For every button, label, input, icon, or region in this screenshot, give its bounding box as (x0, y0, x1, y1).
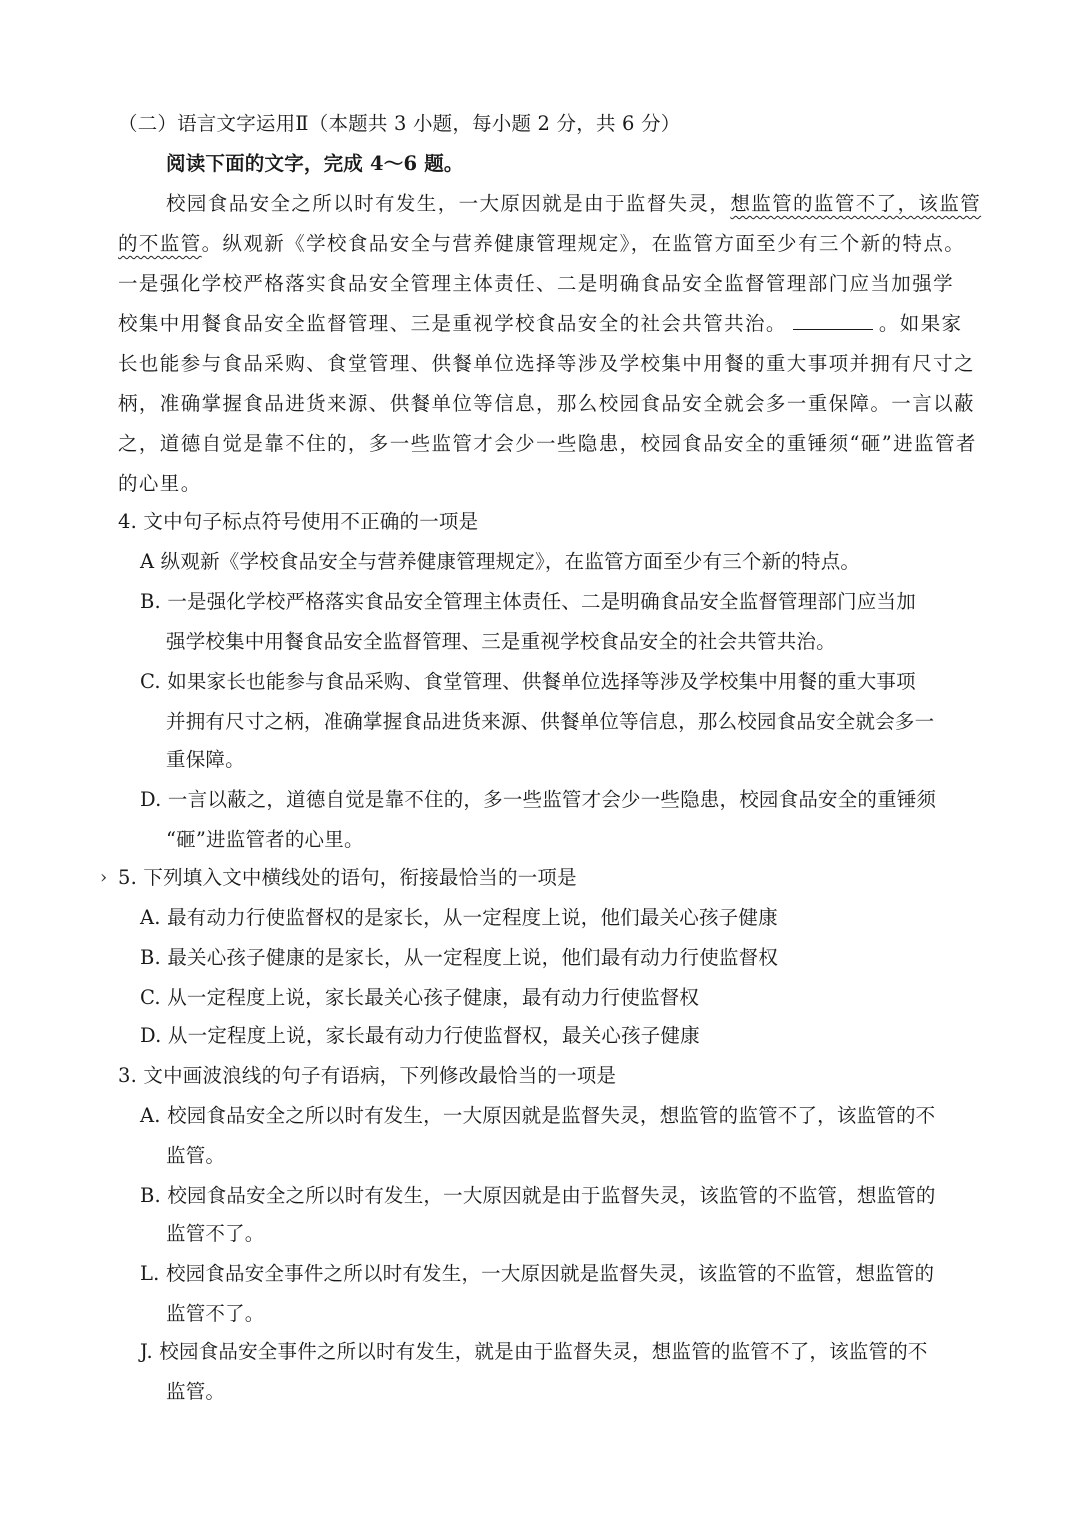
question-6-option-a: A. 校园食品安全之所以时有发生，一大原因就是监督失灵，想监管的监管不了，该监管的不 (140, 1104, 936, 1127)
question-4-option-d-cont: “砸”进监管者的心里。 (166, 828, 364, 851)
question-5-option-b: B. 最关心孩子健康的是家长，从一定程度上说，他们最有动力行使监督权 (140, 946, 779, 969)
question-4-option-b: B. 一是强化学校严格落实食品安全管理主体责任、二是明确食品安全监督管理部门应当加 (140, 590, 916, 613)
question-4-option-c: C. 如果家长也能参与食品采购、食堂管理、供餐单位选择等涉及学校集中用餐的重大事项 (140, 670, 916, 693)
question-6-option-b-cont: 监管不了。 (166, 1222, 265, 1245)
question-4-option-c-cont-2: 重保障。 (166, 748, 245, 771)
question-6-option-b: B. 校园食品安全之所以时有发生，一大原因就是由于监督失灵，该监管的不监管，想监管的 (140, 1184, 936, 1207)
margin-pen-mark: › (100, 867, 108, 888)
question-5-option-a: A. 最有动力行使监督权的是家长，从一定程度上说，他们最关心孩子健康 (140, 906, 778, 929)
passage-text: 。如果家 (878, 312, 963, 335)
wavy-underlined-sentence-end: 的不监管 (118, 232, 202, 255)
question-4-option-a: A 纵观新《学校食品安全与营养健康管理规定》，在监管方面至少有三个新的特点。 (140, 550, 861, 573)
passage-line-3: 一是强化学校严格落实食品安全管理主体责任、二是明确食品安全监督管理部门应当加强学 (118, 272, 955, 295)
question-4-option-d: D. 一言以蔽之，道德自觉是靠不住的，多一些监管才会少一些隐患，校园食品安全的重锤须 (140, 788, 937, 811)
question-6-option-c-cont: 监管不了。 (166, 1302, 265, 1325)
passage-text: 校集中用餐食品安全监督管理、三是重视学校食品安全的社会共管共治。 (118, 312, 787, 335)
passage-text: 。纵观新《学校食品安全与营养健康管理规定》，在监管方面至少有三个新的特点。 (201, 232, 966, 255)
passage-line-2 (118, 230, 965, 258)
question-6-option-d: J. 校园食品安全事件之所以时有发生，就是由于监督失灵，想监管的监管不了，该监管的不 (140, 1340, 928, 1363)
question-6-option-c: L. 校园食品安全事件之所以时有发生，一大原因就是监督失灵，该监管的不监管，想监管的 (140, 1262, 935, 1285)
question-5-option-d: D. 从一定程度上说，家长最有动力行使监督权，最关心孩子健康 (140, 1024, 700, 1047)
question-5-stem: 5. 下列填入文中横线处的语句，衔接最恰当的一项是 (118, 866, 577, 889)
passage-text: 校园食品安全之所以时有发生，一大原因就是由于监督失灵， (166, 192, 731, 215)
section-heading: （二）语言文字运用Ⅱ（本题共 3 小题，每小题 2 分，共 6 分） (118, 112, 681, 135)
question-5-option-c: C. 从一定程度上说，家长最关心孩子健康，最有动力行使监督权 (140, 986, 700, 1009)
question-6-stem: 3. 文中画波浪线的句子有语病，下列修改最恰当的一项是 (118, 1064, 617, 1087)
question-6-option-a-cont: 监管。 (166, 1144, 226, 1167)
passage-line-6: 柄，准确掌握食品进货来源、供餐单位等信息，那么校园食品安全就会多一重保障。一言以蔽 (118, 392, 975, 415)
passage-line-7: 之，道德自觉是靠不住的，多一些监管才会少一些隐患，校园食品安全的重锤须“砸”进监管者 (118, 432, 977, 455)
question-6-option-d-cont: 监管。 (166, 1380, 226, 1403)
passage-line-4 (118, 310, 962, 338)
question-4-option-c-cont: 并拥有尺寸之柄，准确掌握食品进货来源、供餐单位等信息，那么校园食品安全就会多一 (166, 710, 935, 733)
fill-in-blank (793, 311, 873, 330)
question-4-option-b-cont: 强学校集中用餐食品安全监督管理、三是重视学校食品安全的社会共管共治。 (166, 630, 836, 653)
wavy-underlined-sentence: 想监管的监管不了，该监管 (730, 192, 982, 215)
passage-line-5: 长也能参与食品采购、食堂管理、供餐单位选择等涉及学校集中用餐的重大事项并拥有尺寸之 (118, 352, 975, 375)
passage-line-1 (166, 190, 981, 218)
reading-instruction: 阅读下面的文字，完成 4～6 题。 (166, 152, 464, 175)
passage-line-8: 的心里。 (118, 472, 202, 495)
question-4-stem: 4. 文中句子标点符号使用不正确的一项是 (118, 510, 479, 533)
